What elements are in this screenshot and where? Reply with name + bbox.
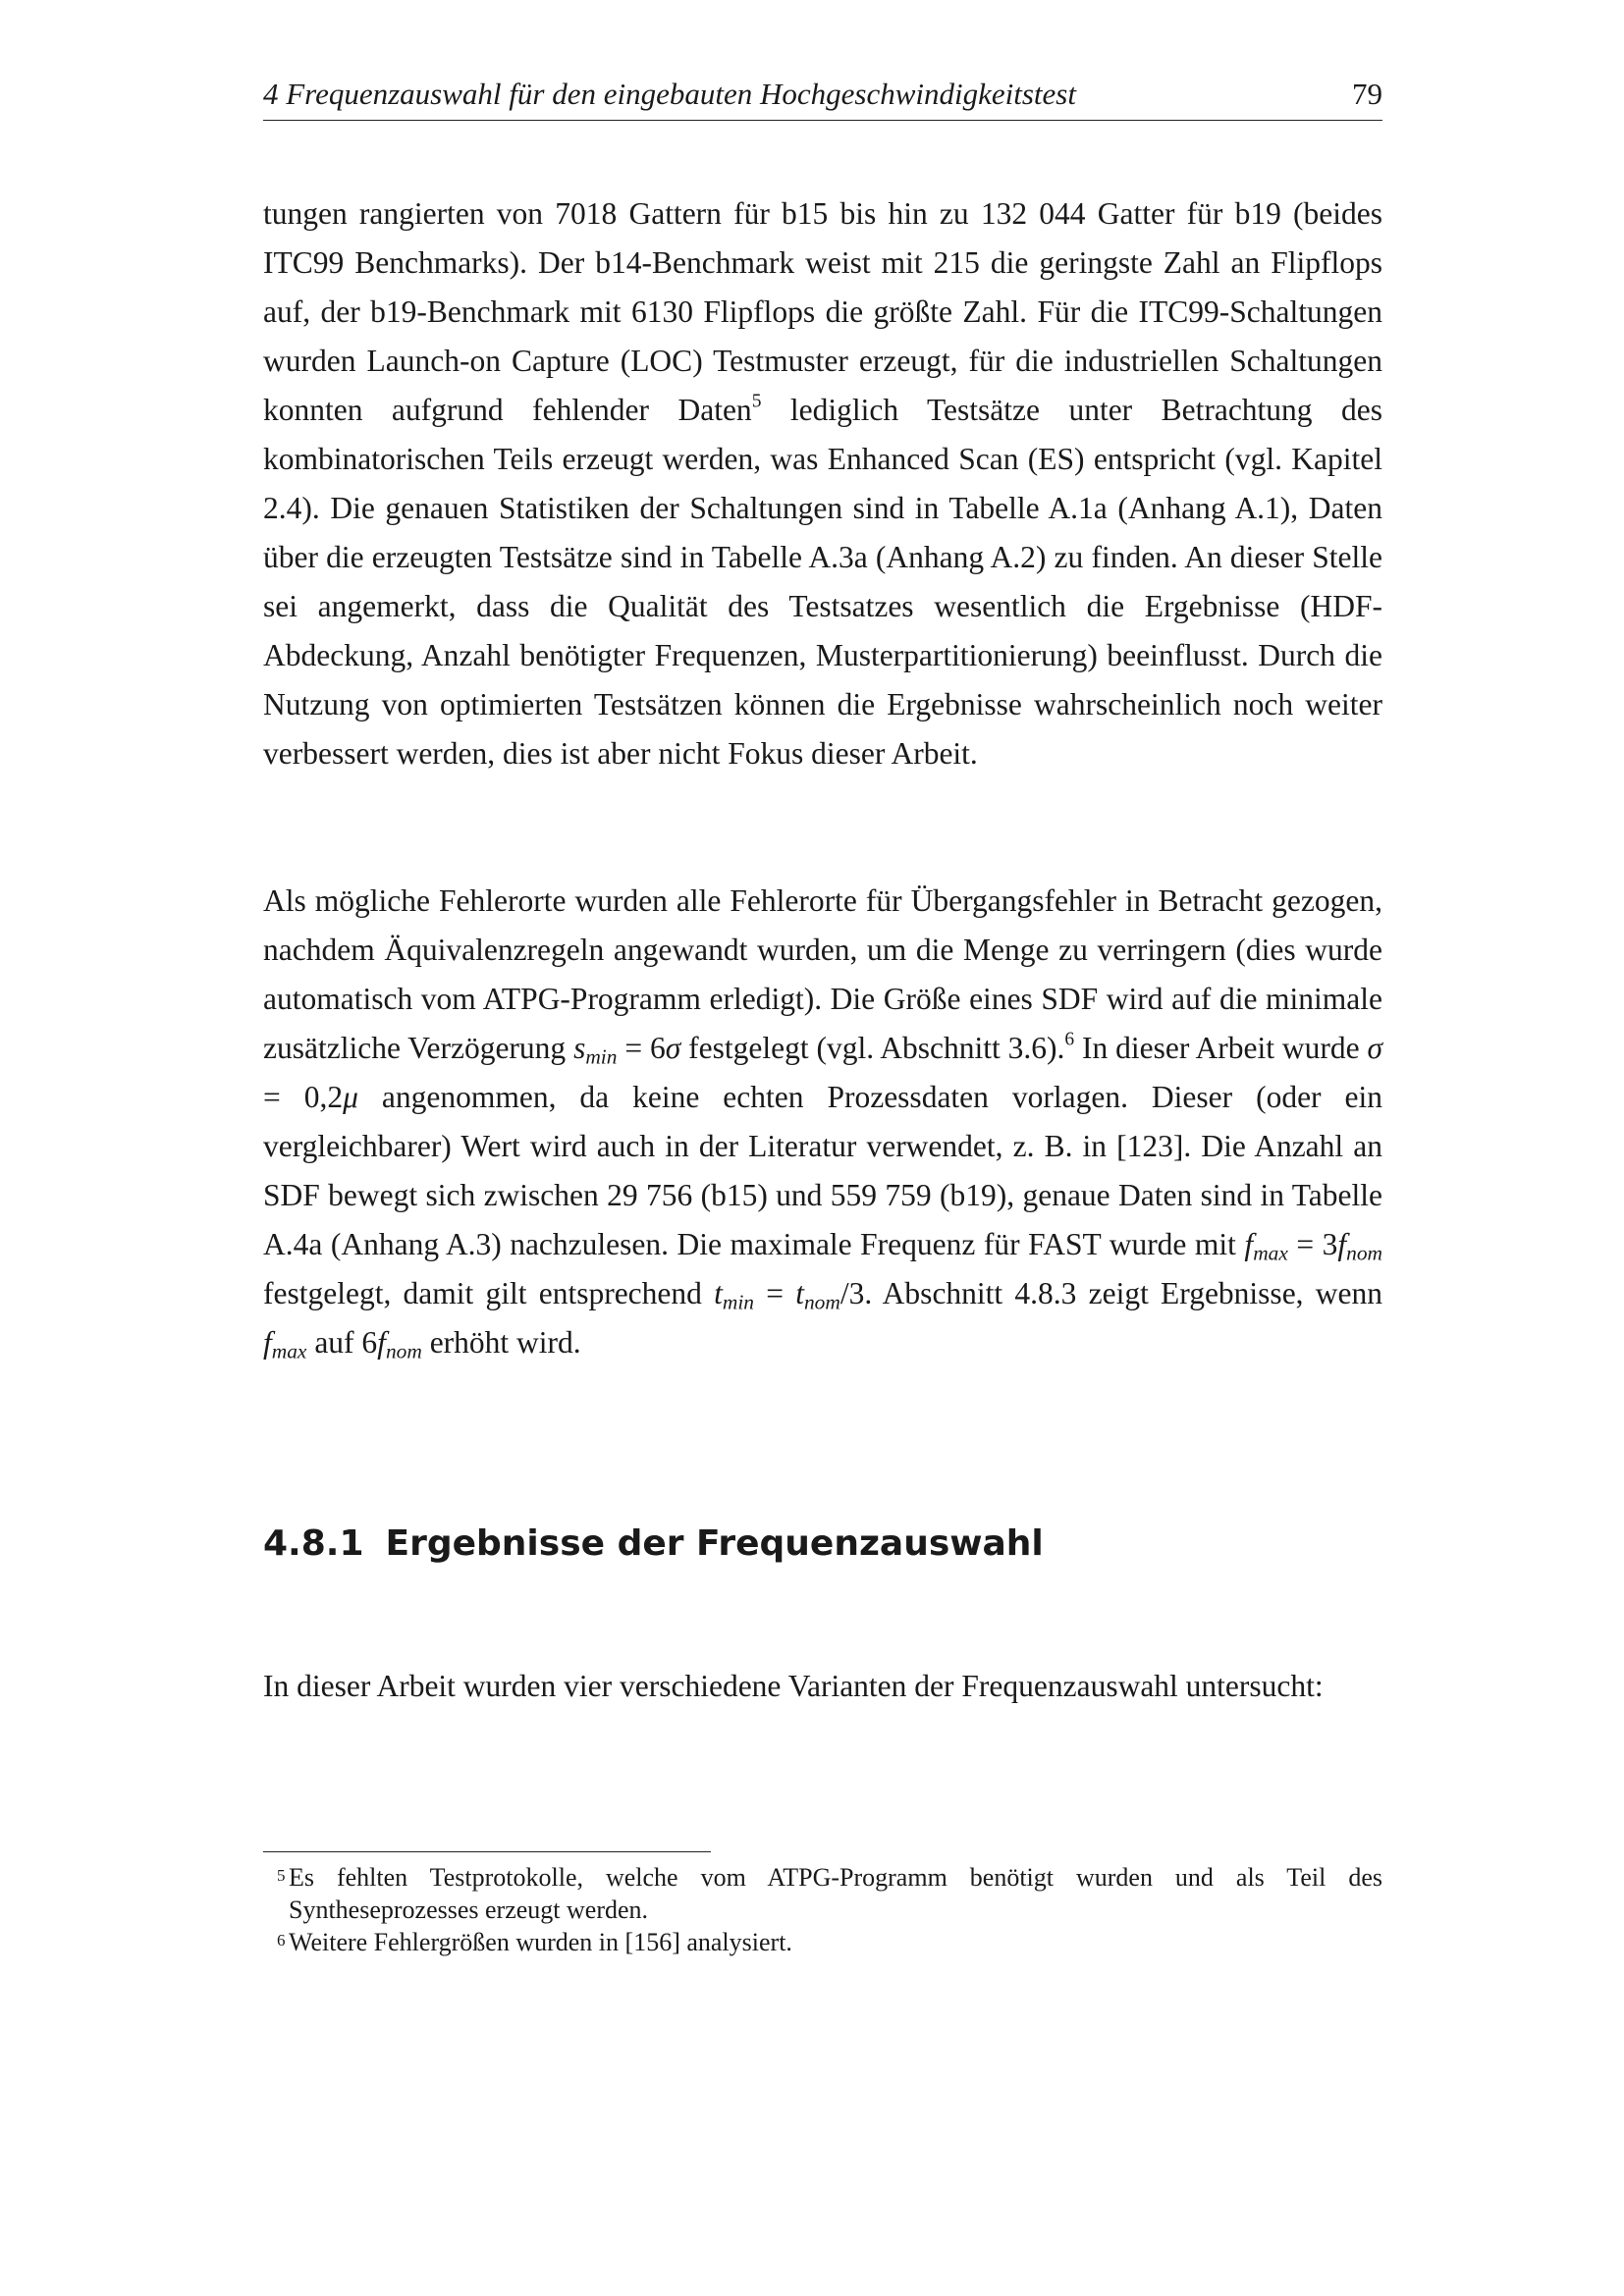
para2-text: In dieser Arbeit wurde [1074, 1031, 1368, 1065]
para2-text: Als mögliche Fehlerorte wurden alle Fehlerorte für Übergangsfehler in Betracht gezogen, nachdem Äquivalenzregeln angewandt wurden, um die Menge zu verringern (dies wurde automatisch vom ATPG-Programm erledigt). Die Größe eines SDF wird auf die minimale zusätzliche Verzögerung [263, 883, 1382, 1065]
para2-text: = 3 [1287, 1227, 1338, 1261]
math-sub-max: max [271, 1339, 307, 1363]
section-number: 4.8.1 [263, 1523, 364, 1564]
math-sub-nom: nom [1346, 1241, 1383, 1265]
footnote-5 [263, 1861, 1382, 1926]
math-var-f: f [377, 1325, 386, 1360]
para2-text: auf 6 [306, 1325, 378, 1360]
para3-text: In dieser Arbeit wurden vier verschiedene Varianten der Frequenzauswahl untersucht: [263, 1669, 1324, 1703]
math-sub-min: min [585, 1044, 618, 1069]
math-t-nom [795, 1276, 840, 1314]
math-mu: μ [343, 1080, 358, 1114]
footnote-mark: 5 [277, 1866, 286, 1885]
para2-text: erhöht wird. [421, 1325, 581, 1360]
para1-text-2: lediglich Testsätze unter Betrachtung des kombinatorischen Teils erzeugt werden, was Enhanced Scan (ES) entspricht (vgl. Kapitel 2.4). Die genauen Statistiken der Schaltungen sind in Tabelle A.1a (Anhang A.1), Daten über die erzeugten Testsätze sind in Tabelle A.3a (Anhang A.2) zu finden. An dieser Stelle sei angemerkt, dass die Qualität des Testsatzes wesentlich die Ergebnisse (HDF-Abdeckung, Anzahl benötigter Frequenzen, Musterpartitionierung) beeinflusst. Durch die Nutzung von optimierten Testsätzen können die Ergebnisse wahrscheinlich noch weiter verbessert werden, dies ist aber nicht Fokus dieser Arbeit. [263, 393, 1382, 771]
footnote-ref-6[interactable]: 6 [1064, 1029, 1075, 1050]
paragraph-fault-sites [263, 877, 1382, 1367]
paragraph-variants-intro [263, 1662, 1382, 1711]
para2-text: = 0,2 [263, 1080, 344, 1114]
page-number: 79 [1352, 77, 1382, 111]
footnote-6 [263, 1926, 1382, 1958]
math-sigma: σ [1367, 1031, 1383, 1065]
footnote-text: Weitere Fehlergrößen wurden in [156] analysiert. [289, 1928, 792, 1956]
running-title: 4 Frequenzauswahl für den eingebauten Hochgeschwindigkeitstest [263, 77, 1076, 111]
para2-text: festgelegt (vgl. Abschnitt 3.6). [680, 1031, 1065, 1065]
footnote-ref-5[interactable]: 5 [751, 391, 762, 412]
math-sub-nom: nom [803, 1290, 840, 1314]
footnotes [263, 1861, 1382, 1958]
footnote-divider [263, 1851, 711, 1852]
math-var-f: f [1244, 1227, 1254, 1261]
footnote-mark: 6 [277, 1931, 286, 1949]
math-sigma: σ [665, 1031, 681, 1065]
para2-text: festgelegt, damit gilt entsprechend [263, 1276, 715, 1310]
para2-text: angenommen, da keine echten Prozessdaten vorlagen. Dieser (oder ein vergleichbarer) Wert wird auch in der Literatur verwendet, z. B. in [123]. Die Anzahl an SDF bewegt sich zwischen 29 756 (b15) und 559 759 (b19), genaue Daten sind in Tabelle A.4a (Anhang A.3) nachzulesen. Die maximale Frequenz für FAST wurde mit [263, 1080, 1382, 1261]
para2-text: = [753, 1276, 796, 1310]
math-var-s: s [573, 1031, 586, 1065]
math-var-f: f [1337, 1227, 1347, 1261]
math-sub-min: min [722, 1290, 754, 1314]
math-t-min [714, 1276, 754, 1314]
para2-text: /3. Abschnitt 4.8.3 zeigt Ergebnisse, wenn [839, 1276, 1382, 1310]
math-s-min [573, 1031, 618, 1069]
math-var-t: t [795, 1276, 804, 1310]
paragraph-circuit-statistics [263, 189, 1382, 778]
section-heading [263, 1523, 1044, 1564]
footnote-text: Es fehlten Testprotokolle, welche vom ATPG-Programm benötigt wurden und als Teil des Syntheseprozesses erzeugt werden. [289, 1863, 1382, 1924]
section-title: Ergebnisse der Frequenzauswahl [385, 1523, 1044, 1564]
math-sub-max: max [1253, 1241, 1288, 1265]
math-f-nom [1337, 1227, 1383, 1265]
running-header [263, 77, 1382, 121]
para1-text-1: tungen rangierten von 7018 Gattern für b15 bis hin zu 132 044 Gatter für b19 (beides ITC99 Benchmarks). Der b14-Benchmark weist mit 215 die geringste Zahl an Flipflops auf, der b19-Benchmark mit 6130 Flipflops die größte Zahl. Für die ITC99-Schaltungen wurden Launch-on Capture (LOC) Testmuster erzeugt, für die industriellen Schaltungen konnten aufgrund fehlender Daten [263, 196, 1382, 427]
para2-text: = 6 [617, 1031, 666, 1065]
math-sub-nom: nom [385, 1339, 422, 1363]
math-f-max [1244, 1227, 1288, 1265]
math-f-nom [377, 1325, 422, 1363]
math-f-max [263, 1325, 307, 1363]
math-var-f: f [263, 1325, 272, 1360]
math-var-t: t [714, 1276, 723, 1310]
